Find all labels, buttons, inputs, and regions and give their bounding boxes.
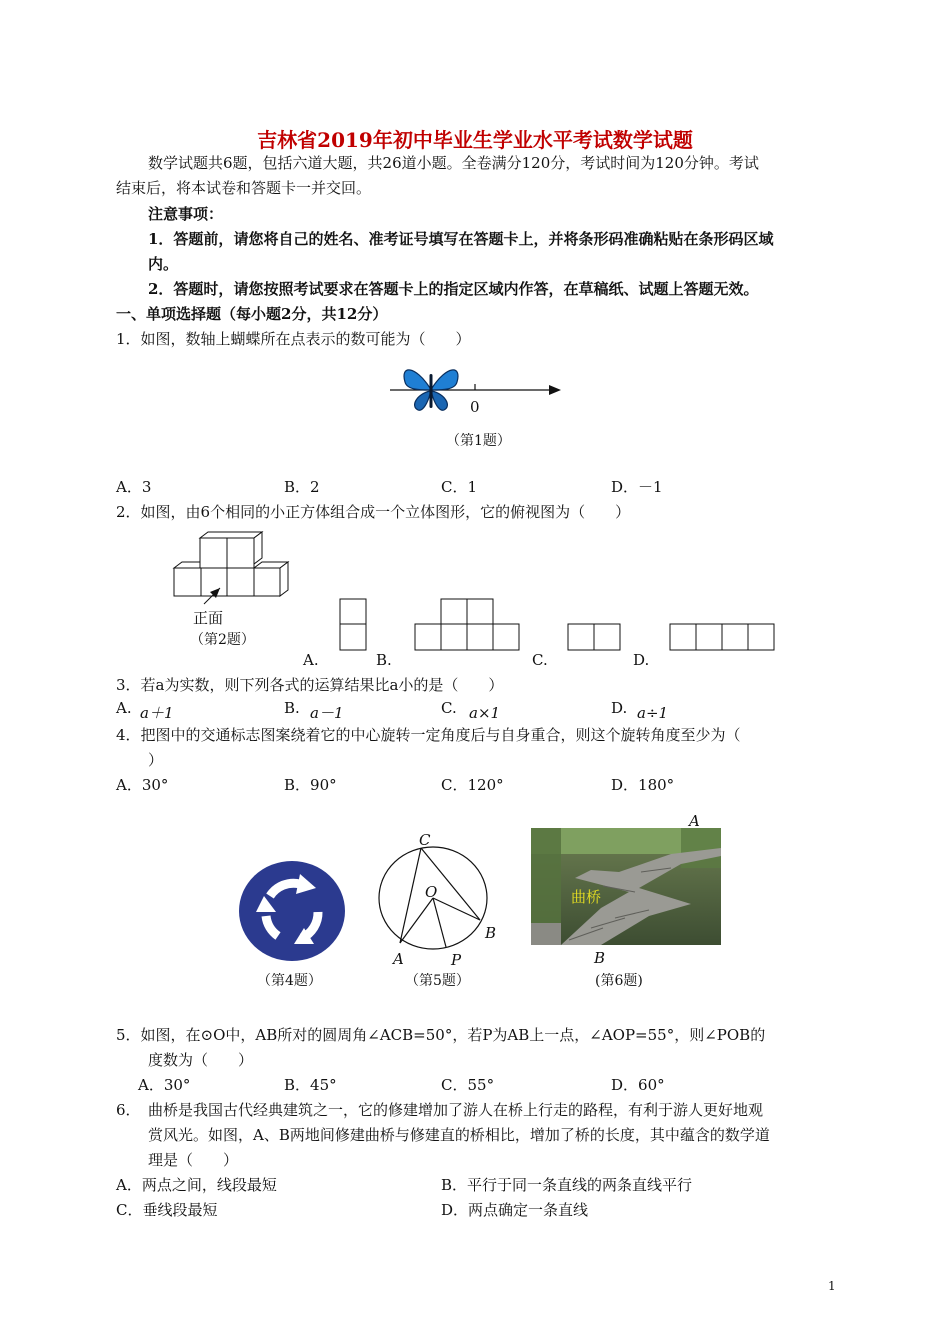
q6-option-b: B．平行于同一条直线的两条直线平行 [441, 1176, 693, 1194]
q5-option-d: D．60° [611, 1076, 665, 1094]
q4-caption: （第4题） [257, 973, 322, 989]
q6-label-a: A [689, 812, 700, 830]
q4-option-d: D．180° [611, 776, 675, 794]
q5-option-b: B．45° [284, 1076, 337, 1094]
zigzag-bridge-photo [531, 828, 721, 945]
section-heading: 一、单项选择题（每小题2分，共12分） [116, 305, 388, 323]
q2-option-d: D. [633, 651, 650, 669]
q1-option-c: C．1 [441, 478, 478, 496]
q3-option-d: D. [611, 699, 628, 717]
q4-option-a: A．30° [116, 776, 169, 794]
q2-front-label: 正面 [193, 609, 224, 627]
q5-label-c: C [419, 831, 431, 849]
page-number: 1 [828, 1279, 836, 1293]
q2-option-views [300, 596, 780, 652]
q1-stem: 1．如图，数轴上蝴蝶所在点表示的数可能为（ ） [116, 330, 471, 348]
q6-bridge-label: 曲桥 [571, 888, 602, 906]
q3-option-a: A. [116, 699, 132, 717]
q6-option-a: A．两点之间，线段最短 [116, 1176, 277, 1194]
q3-option-b: B. [284, 699, 300, 717]
q6-stem-cont-2: 理是（ ） [148, 1151, 239, 1169]
q3-expr-c: a×1 [469, 704, 501, 722]
q5-caption: （第5题） [405, 973, 470, 989]
q5-label-o: O [425, 883, 438, 901]
q2-caption: （第2题） [190, 632, 255, 648]
q2-option-c: C. [532, 651, 548, 669]
q6-stem-cont-1: 赏风光。如图，A、B两地间修建曲桥与修建直的桥相比，增加了桥的长度，其中蕴含的数学道 [148, 1126, 770, 1144]
q3-option-c: C. [441, 699, 457, 717]
q5-option-c: C．55° [441, 1076, 495, 1094]
intro-line-2: 结束后，将本试卷和答题卡一并交回。 [116, 179, 372, 197]
q3-stem: 3．若a为实数，则下列各式的运算结果比a小的是（ ） [116, 676, 504, 694]
q6-label-b: B [594, 949, 606, 967]
notice-heading: 注意事项： [148, 205, 224, 223]
q3-expr-b: a－1 [310, 704, 344, 722]
q5-label-a: A [393, 950, 404, 968]
q5-option-a: A．30° [138, 1076, 191, 1094]
number-line-figure [385, 360, 575, 420]
q6-stem: 6． 曲桥是我国古代经典建筑之一，它的修建增加了游人在桥上行走的路程，有利于游人更好地观 [116, 1101, 764, 1119]
q6-caption: (第6题) [595, 973, 643, 989]
intro-line-1: 数学试题共6题，包括六道大题，共26道小题。全卷满分120分，考试时间为120分钟。考试 [148, 154, 759, 172]
q1-option-b: B．2 [284, 478, 320, 496]
q3-expr-d: a÷1 [637, 704, 669, 722]
page-title: 吉林省2019年初中毕业生学业水平考试数学试题 [257, 128, 693, 152]
q1-option-d: D．－1 [611, 478, 663, 496]
q4-stem: 4．把图中的交通标志图案绕着它的中心旋转一定角度后与自身重合，则这个旋转角度至少为（ [116, 726, 741, 744]
q4-stem-cont: ） [148, 751, 164, 769]
q2-option-a: A. [303, 651, 319, 669]
q5-label-b: B [485, 924, 497, 942]
q1-zero-label: 0 [470, 398, 480, 416]
q2-stem: 2．如图，由6个相同的小正方体组合成一个立体图形，它的俯视图为（ ） [116, 503, 631, 521]
notice-item-1-cont: 内。 [148, 255, 179, 273]
q6-option-c: C．垂线段最短 [116, 1201, 218, 1219]
q5-stem: 5．如图，在⊙O中，AB所对的圆周角∠ACB=50°，若P为AB上一点，∠AOP=55°，则∠POB的 [116, 1026, 766, 1044]
roundabout-sign-icon [238, 860, 346, 962]
q5-stem-cont: 度数为（ ） [148, 1051, 254, 1069]
q6-option-d: D．两点确定一条直线 [441, 1201, 589, 1219]
notice-item-1: 1．答题前，请您将自己的姓名、准考证号填写在答题卡上，并将条形码准确粘贴在条形码区域 [148, 230, 774, 248]
q1-caption: （第1题） [446, 433, 511, 449]
q5-label-p: P [451, 951, 462, 969]
q4-option-b: B．90° [284, 776, 337, 794]
notice-item-2: 2．答题时，请您按照考试要求在答题卡上的指定区域内作答，在草稿纸、试题上答题无效。 [148, 280, 759, 298]
q2-option-b: B. [376, 651, 392, 669]
cube-stack-figure [172, 532, 297, 607]
q3-expr-a: a＋1 [140, 704, 174, 722]
q4-option-c: C．120° [441, 776, 504, 794]
q1-option-a: A．3 [116, 478, 152, 496]
